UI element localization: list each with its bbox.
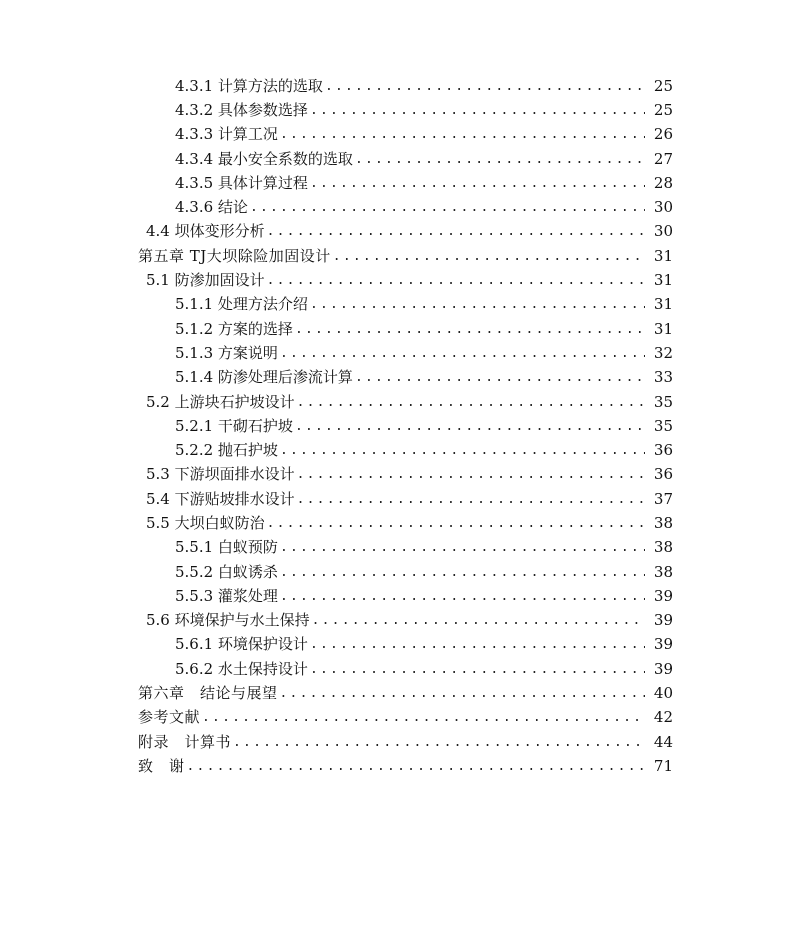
toc-entry-appendix[interactable] [0, 730, 794, 754]
dot-leader [280, 590, 645, 603]
toc-page-number: 31 [653, 246, 673, 265]
dot-leader [202, 711, 645, 724]
toc-page-number: 32 [653, 343, 673, 362]
toc-entry-5-5-2[interactable] [0, 560, 794, 584]
dot-leader [310, 663, 645, 676]
toc-entry-5-1-3[interactable] [0, 341, 794, 365]
toc-page-number: 35 [653, 416, 673, 435]
toc-entry-title: 5.6 环境保护与水土保持 [146, 611, 310, 630]
toc-entry-title: 5.1.4 防渗处理后渗流计算 [175, 368, 353, 387]
dot-leader [187, 760, 645, 773]
toc-page-number: 36 [653, 441, 673, 460]
dot-leader [280, 566, 645, 579]
toc-page-number: 30 [653, 222, 673, 241]
dot-leader [267, 517, 645, 530]
toc-page-number: 38 [653, 538, 673, 557]
dot-leader [310, 177, 645, 190]
toc-page-number: 25 [653, 76, 673, 95]
toc-entry-5-1-2[interactable] [0, 317, 794, 341]
toc-page-number: 26 [653, 125, 673, 144]
dot-leader [333, 250, 645, 263]
dot-leader [280, 444, 645, 457]
toc-page-number: 35 [653, 392, 673, 411]
toc-page-number: 27 [653, 149, 673, 168]
dot-leader [280, 687, 645, 700]
dot-leader [267, 225, 645, 238]
dot-leader [295, 420, 645, 433]
toc-entry-5-1[interactable] [0, 268, 794, 292]
toc-entry-title: 第五章 TJ大坝除险加固设计 [138, 246, 331, 265]
toc-entry-4-4[interactable] [0, 220, 794, 244]
toc-entry-title: 5.2 上游块石护坡设计 [146, 392, 295, 411]
toc-page-number: 71 [653, 756, 673, 775]
dot-leader [267, 274, 645, 287]
toc-page-number: 40 [653, 684, 673, 703]
toc-entry-title: 5.1.1 处理方法介绍 [175, 295, 308, 314]
toc-entry-5-5-3[interactable] [0, 584, 794, 608]
dot-leader [310, 298, 645, 311]
toc-entry-title: 5.2.2 抛石护坡 [175, 441, 278, 460]
toc-entry-chapter-6[interactable] [0, 681, 794, 705]
toc-page-number: 44 [653, 732, 673, 751]
toc-entry-title: 5.5.1 白蚁预防 [175, 538, 278, 557]
toc-entry-title: 5.4 下游贴坡排水设计 [146, 489, 295, 508]
toc-entry-4-3-6[interactable] [0, 195, 794, 219]
toc-page-number: 39 [653, 611, 673, 630]
toc-entry-title: 5.1.2 方案的选择 [175, 319, 293, 338]
toc-entry-title: 4.3.5 具体计算过程 [175, 173, 308, 192]
toc-entry-title: 5.5 大坝白蚁防治 [146, 513, 265, 532]
dot-leader [297, 468, 645, 481]
toc-entry-5-6[interactable] [0, 609, 794, 633]
toc-entry-title: 4.3.6 结论 [175, 198, 248, 217]
toc-entry-title: 5.1 防渗加固设计 [146, 271, 265, 290]
toc-entry-title: 4.4 坝体变形分析 [146, 222, 265, 241]
toc-entry-title: 附录 计算书 [138, 732, 232, 751]
toc-page-number: 39 [653, 635, 673, 654]
toc-entry-title: 5.2.1 干砌石护坡 [175, 416, 293, 435]
dot-leader [310, 638, 645, 651]
toc-entry-acknowledgements[interactable] [0, 754, 794, 778]
toc-entry-title: 4.3.2 具体参数选择 [175, 100, 308, 119]
dot-leader [297, 493, 645, 506]
toc-entry-5-2[interactable] [0, 390, 794, 414]
dot-leader [280, 128, 645, 141]
toc-entry-title: 4.3.4 最小安全系数的选取 [175, 149, 353, 168]
dot-leader [233, 736, 645, 749]
toc-entry-title: 致 谢 [138, 756, 185, 775]
toc-page-number: 38 [653, 513, 673, 532]
toc-page-number: 30 [653, 198, 673, 217]
toc-page-number: 25 [653, 100, 673, 119]
toc-page-number: 37 [653, 489, 673, 508]
dot-leader [325, 80, 645, 93]
toc-entry-5-6-2[interactable] [0, 657, 794, 681]
toc-page-number: 39 [653, 586, 673, 605]
dot-leader [250, 201, 645, 214]
toc-entry-4-3-5[interactable] [0, 171, 794, 195]
toc-page-number: 31 [653, 295, 673, 314]
toc-entry-5-5[interactable] [0, 511, 794, 535]
toc-entry-title: 5.6.1 环境保护设计 [175, 635, 308, 654]
dot-leader [355, 371, 645, 384]
toc-page-number: 33 [653, 368, 673, 387]
dot-leader [280, 347, 645, 360]
toc-entry-title: 5.3 下游坝面排水设计 [146, 465, 295, 484]
toc-entry-title: 5.1.3 方案说明 [175, 343, 278, 362]
dot-leader [297, 396, 645, 409]
toc-entry-4-3-4[interactable] [0, 147, 794, 171]
toc-entry-title: 第六章 结论与展望 [138, 684, 278, 703]
toc-page-number: 38 [653, 562, 673, 581]
toc-entry-4-3-2[interactable] [0, 98, 794, 122]
toc-entry-5-5-1[interactable] [0, 536, 794, 560]
toc-entry-5-1-4[interactable] [0, 366, 794, 390]
toc-entry-title: 参考文献 [138, 708, 201, 727]
toc-entry-chapter-5[interactable] [0, 244, 794, 268]
dot-leader [312, 614, 645, 627]
toc-page-number: 42 [653, 708, 673, 727]
toc-page-number: 28 [653, 173, 673, 192]
toc-page-number: 31 [653, 271, 673, 290]
table-of-contents [0, 74, 794, 779]
toc-entry-5-2-1[interactable] [0, 414, 794, 438]
toc-page-number: 36 [653, 465, 673, 484]
toc-entry-title: 5.5.3 灌浆处理 [175, 586, 278, 605]
dot-leader [355, 153, 645, 166]
toc-entry-references[interactable] [0, 706, 794, 730]
toc-entry-5-6-1[interactable] [0, 633, 794, 657]
dot-leader [295, 323, 645, 336]
toc-entry-title: 4.3.3 计算工况 [175, 125, 278, 144]
toc-entry-title: 5.5.2 白蚁诱杀 [175, 562, 278, 581]
dot-leader [310, 104, 645, 117]
toc-page-number: 31 [653, 319, 673, 338]
toc-entry-4-3-1[interactable] [0, 74, 794, 98]
toc-entry-5-4[interactable] [0, 487, 794, 511]
toc-entry-5-1-1[interactable] [0, 293, 794, 317]
toc-entry-title: 5.6.2 水土保持设计 [175, 659, 308, 678]
toc-page-number: 39 [653, 659, 673, 678]
toc-entry-5-2-2[interactable] [0, 438, 794, 462]
toc-entry-title: 4.3.1 计算方法的选取 [175, 76, 323, 95]
toc-entry-5-3[interactable] [0, 463, 794, 487]
toc-entry-4-3-3[interactable] [0, 123, 794, 147]
dot-leader [280, 541, 645, 554]
